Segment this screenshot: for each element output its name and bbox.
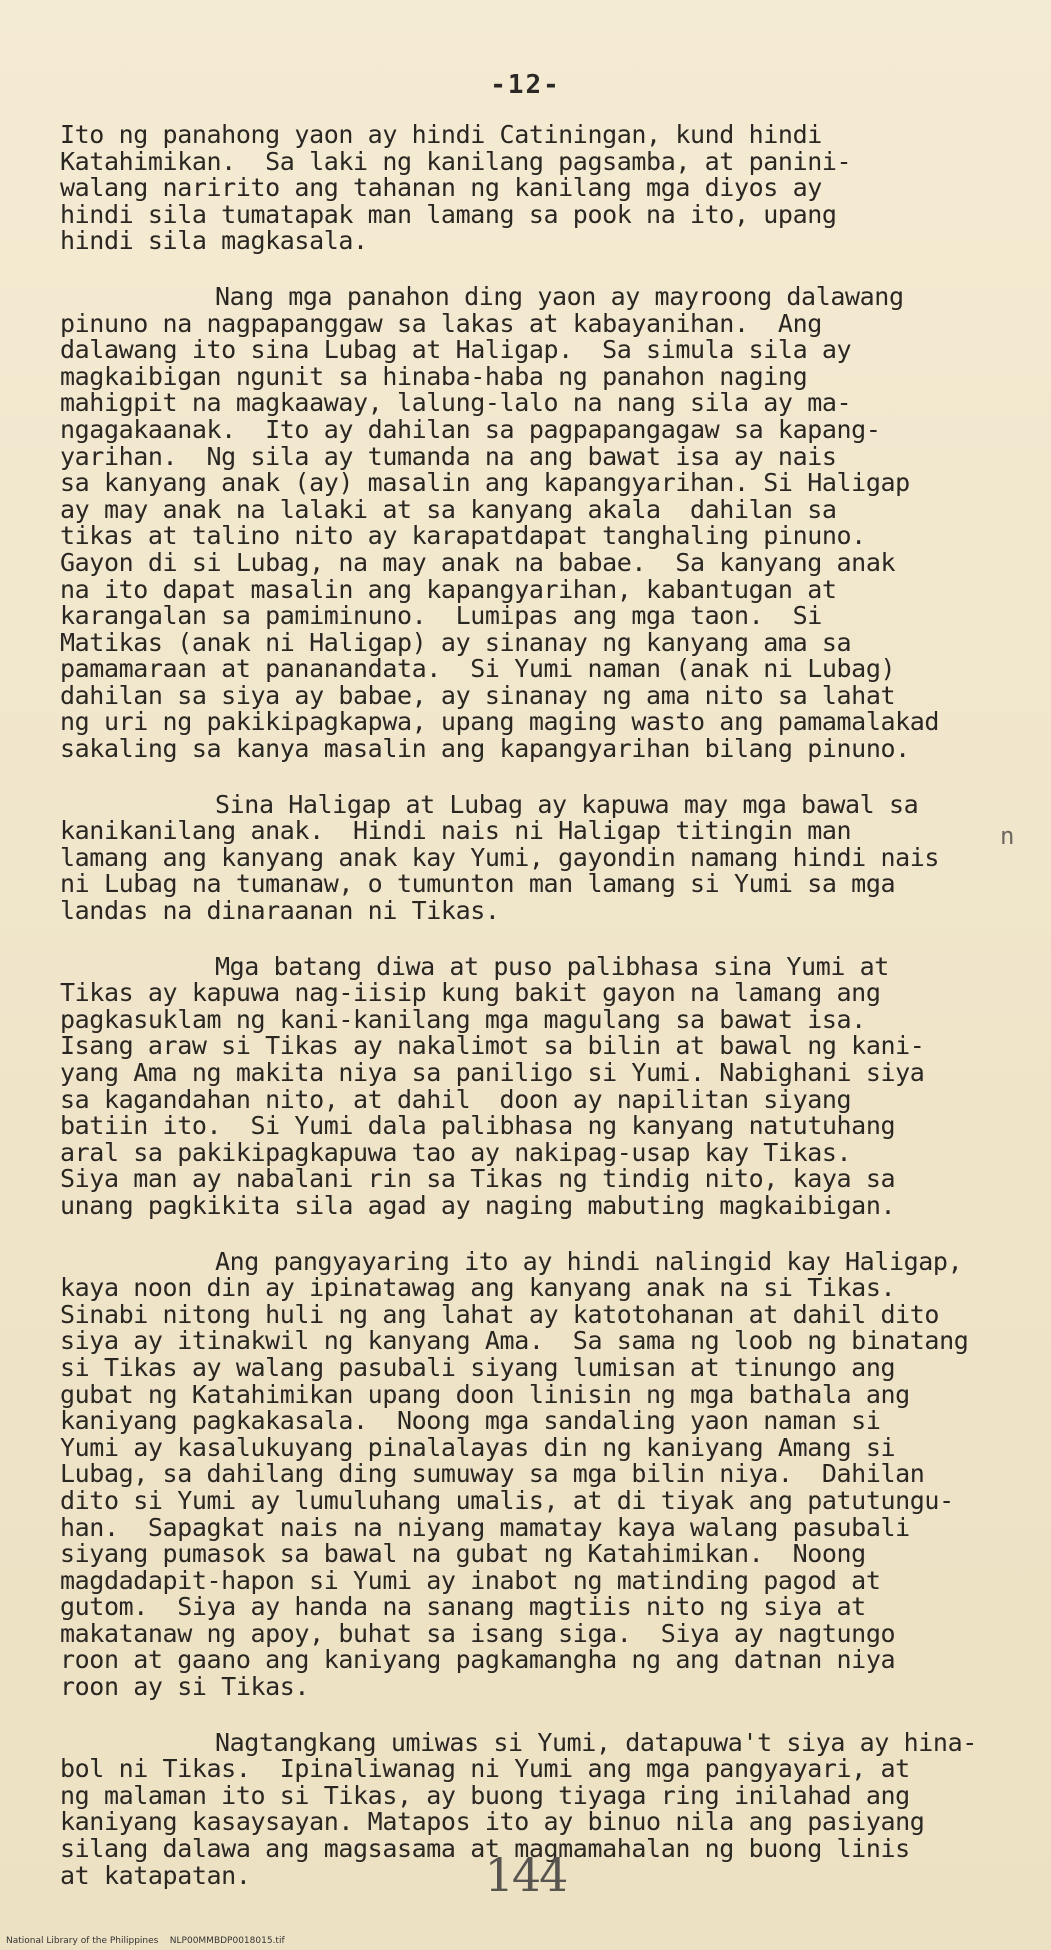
- text-line: tikas at talino nito ay karapatdapat tanghaling pinuno.: [60, 521, 866, 551]
- text-line: Ito ng panahong yaon ay hindi Catiningan, kund hindi: [60, 120, 822, 149]
- text-line: Mga batang diwa at puso palibhasa sina Yumi at: [215, 951, 889, 981]
- text-line: Nang mga panahon ding yaon ay mayroong dalawang: [215, 281, 904, 311]
- text-line: hindi sila magkasala.: [60, 226, 368, 256]
- text-line: aral sa pakikipagkapuwa tao ay nakipag-usap kay Tikas.: [60, 1137, 852, 1167]
- handwritten-page-number: 144: [484, 1848, 567, 1902]
- text-line: pamamaraan at pananandata. Si Yumi naman (anak ni Lubag): [60, 654, 896, 684]
- text-line: na ito dapat masalin ang kapangyarihan, kabantugan at: [60, 574, 837, 604]
- text-line: karangalan sa pamiminuno. Lumipas ang mga taon. Si: [60, 601, 822, 631]
- text-line: Gayon di si Lubag, na may anak na babae. Sa kanyang anak: [60, 547, 896, 577]
- text-line: Yumi ay kasalukuyang pinalalayas din ng kaniyang Amang si: [60, 1432, 896, 1462]
- text-line: Lubag, sa dahilang ding sumuway sa mga bilin niya. Dahilan: [60, 1459, 925, 1489]
- text-line: batiin ito. Si Yumi dala palibhasa ng kanyang natutuhang: [60, 1111, 896, 1141]
- paragraph: [60, 951, 1020, 1220]
- text-line: Siya man ay nabalani rin sa Tikas ng tindig nito, kaya sa: [60, 1164, 896, 1194]
- text-line: sa kagandahan nito, at dahil doon ay napilitan siyang: [60, 1084, 852, 1114]
- text-line: han. Sapagkat nais na niyang mamatay kaya walang pasubali: [60, 1512, 910, 1542]
- text-line: kaniyang pagkakasala. Noong mga sandaling yaon naman si: [60, 1406, 881, 1436]
- text-line: sa kanyang anak (ay) masalin ang kapangyarihan. Si Haligap: [60, 468, 910, 498]
- text-line: makatanaw ng apoy, buhat sa isang siga. Siya ay nagtungo: [60, 1618, 896, 1648]
- text-line: ng malaman ito si Tikas, ay buong tiyaga ring inilahad ang: [60, 1780, 910, 1810]
- text-line: magkaibigan ngunit sa hinaba-haba ng panahon naging: [60, 361, 808, 391]
- paragraph: [60, 789, 1020, 926]
- text-line: si Tikas ay walang pasubali siyang lumisan at tinungo ang: [60, 1352, 896, 1382]
- text-line: kaniyang kasaysayan. Matapos ito ay binuo nila ang pasiyang: [60, 1807, 925, 1837]
- text-line: gubat ng Katahimikan upang doon linisin ng mga bathala ang: [60, 1379, 910, 1409]
- text-line: Nagtangkang umiwas si Yumi, datapuwa't siya ay hina-: [215, 1727, 977, 1757]
- text-line: silang dalawa ang magsasama at magmamahalan ng buong linis: [60, 1834, 910, 1864]
- text-line: siya ay itinakwil ng kanyang Ama. Sa sama ng loob ng binatang: [60, 1326, 969, 1356]
- text-line: at katapatan.: [60, 1860, 251, 1890]
- body-text: [60, 122, 1020, 1918]
- text-line: Katahimikan. Sa laki ng kanilang pagsamba, at panini-: [60, 146, 852, 176]
- paragraph: [60, 1246, 1020, 1702]
- margin-mark: n: [1000, 822, 1015, 850]
- text-line: pinuno na nagpapanggaw sa lakas at kabayanihan. Ang: [60, 308, 822, 338]
- text-line: Sinabi nitong huli ng ang lahat ay katotohanan at dahil dito: [60, 1299, 940, 1329]
- text-line: dito si Yumi ay lumuluhang umalis, at di tiyak ang patutungu-: [60, 1485, 954, 1515]
- paragraph: [60, 281, 1020, 764]
- text-line: hindi sila tumatapak man lamang sa pook na ito, upang: [60, 199, 837, 229]
- text-line: pagkasuklam ng kani-kanilang mga magulang sa bawat isa.: [60, 1004, 866, 1034]
- text-line: walang naririto ang tahanan ng kanilang mga diyos ay: [60, 173, 822, 203]
- text-line: sakaling sa kanya masalin ang kapangyarihan bilang pinuno.: [60, 734, 910, 764]
- text-line: Tikas ay kapuwa nag-iisip kung bakit gayon na lamang ang: [60, 978, 881, 1008]
- text-line: ni Lubag na tumanaw, o tumunton man lamang si Yumi sa mga: [60, 869, 896, 899]
- text-line: dahilan sa siya ay babae, ay sinanay ng ama nito sa lahat: [60, 680, 896, 710]
- footer-caption: National Library of the Philippines NLP00MMBDP0018015.tif: [6, 1936, 285, 1946]
- text-line: landas na dinaraanan ni Tikas.: [60, 896, 500, 926]
- paragraph: [60, 122, 1020, 255]
- text-line: kanikanilang anak. Hindi nais ni Haligap titingin man: [60, 816, 852, 846]
- text-line: Matikas (anak ni Haligap) ay sinanay ng kanyang ama sa: [60, 627, 852, 657]
- text-line: yarihan. Ng sila ay tumanda na ang bawat isa ay nais: [60, 441, 837, 471]
- text-line: ng uri ng pakikipagkapwa, upang maging wasto ang pamamalakad: [60, 707, 940, 737]
- text-line: Isang araw si Tikas ay nakalimot sa bilin at bawal ng kani-: [60, 1031, 925, 1061]
- text-line: gutom. Siya ay handa na sanang magtiis nito ng siya at: [60, 1592, 866, 1622]
- text-line: lamang ang kanyang anak kay Yumi, gayondin namang hindi nais: [60, 842, 940, 872]
- text-line: magdadapit-hapon si Yumi ay inabot ng matinding pagod at: [60, 1565, 881, 1595]
- text-line: mahigpit na magkaaway, lalung-lalo na nang sila ay ma-: [60, 388, 852, 418]
- text-line: ngagakaanak. Ito ay dahilan sa pagpapangagaw sa kapang-: [60, 414, 881, 444]
- text-line: ay may anak na lalaki at sa kanyang akala dahilan sa: [60, 494, 837, 524]
- text-line: roon at gaano ang kaniyang pagkamangha ng ang datnan niya: [60, 1645, 896, 1675]
- text-line: dalawang ito sina Lubag at Haligap. Sa simula sila ay: [60, 335, 852, 365]
- text-line: roon ay si Tikas.: [60, 1672, 310, 1702]
- text-line: Ang pangyayaring ito ay hindi nalingid kay Haligap,: [215, 1246, 963, 1276]
- text-line: unang pagkikita sila agad ay naging mabuting magkaibigan.: [60, 1190, 896, 1220]
- page-number: -12-: [490, 70, 561, 100]
- text-line: kaya noon din ay ipinatawag ang kanyang anak na si Tikas.: [60, 1273, 896, 1303]
- text-line: yang Ama ng makita niya sa paniligo si Yumi. Nabighani siya: [60, 1058, 925, 1087]
- text-line: siyang pumasok sa bawal na gubat ng Katahimikan. Noong: [60, 1539, 866, 1569]
- text-line: Sina Haligap at Lubag ay kapuwa may mga bawal sa: [215, 789, 919, 819]
- text-line: bol ni Tikas. Ipinaliwanag ni Yumi ang mga pangyayari, at: [60, 1754, 910, 1784]
